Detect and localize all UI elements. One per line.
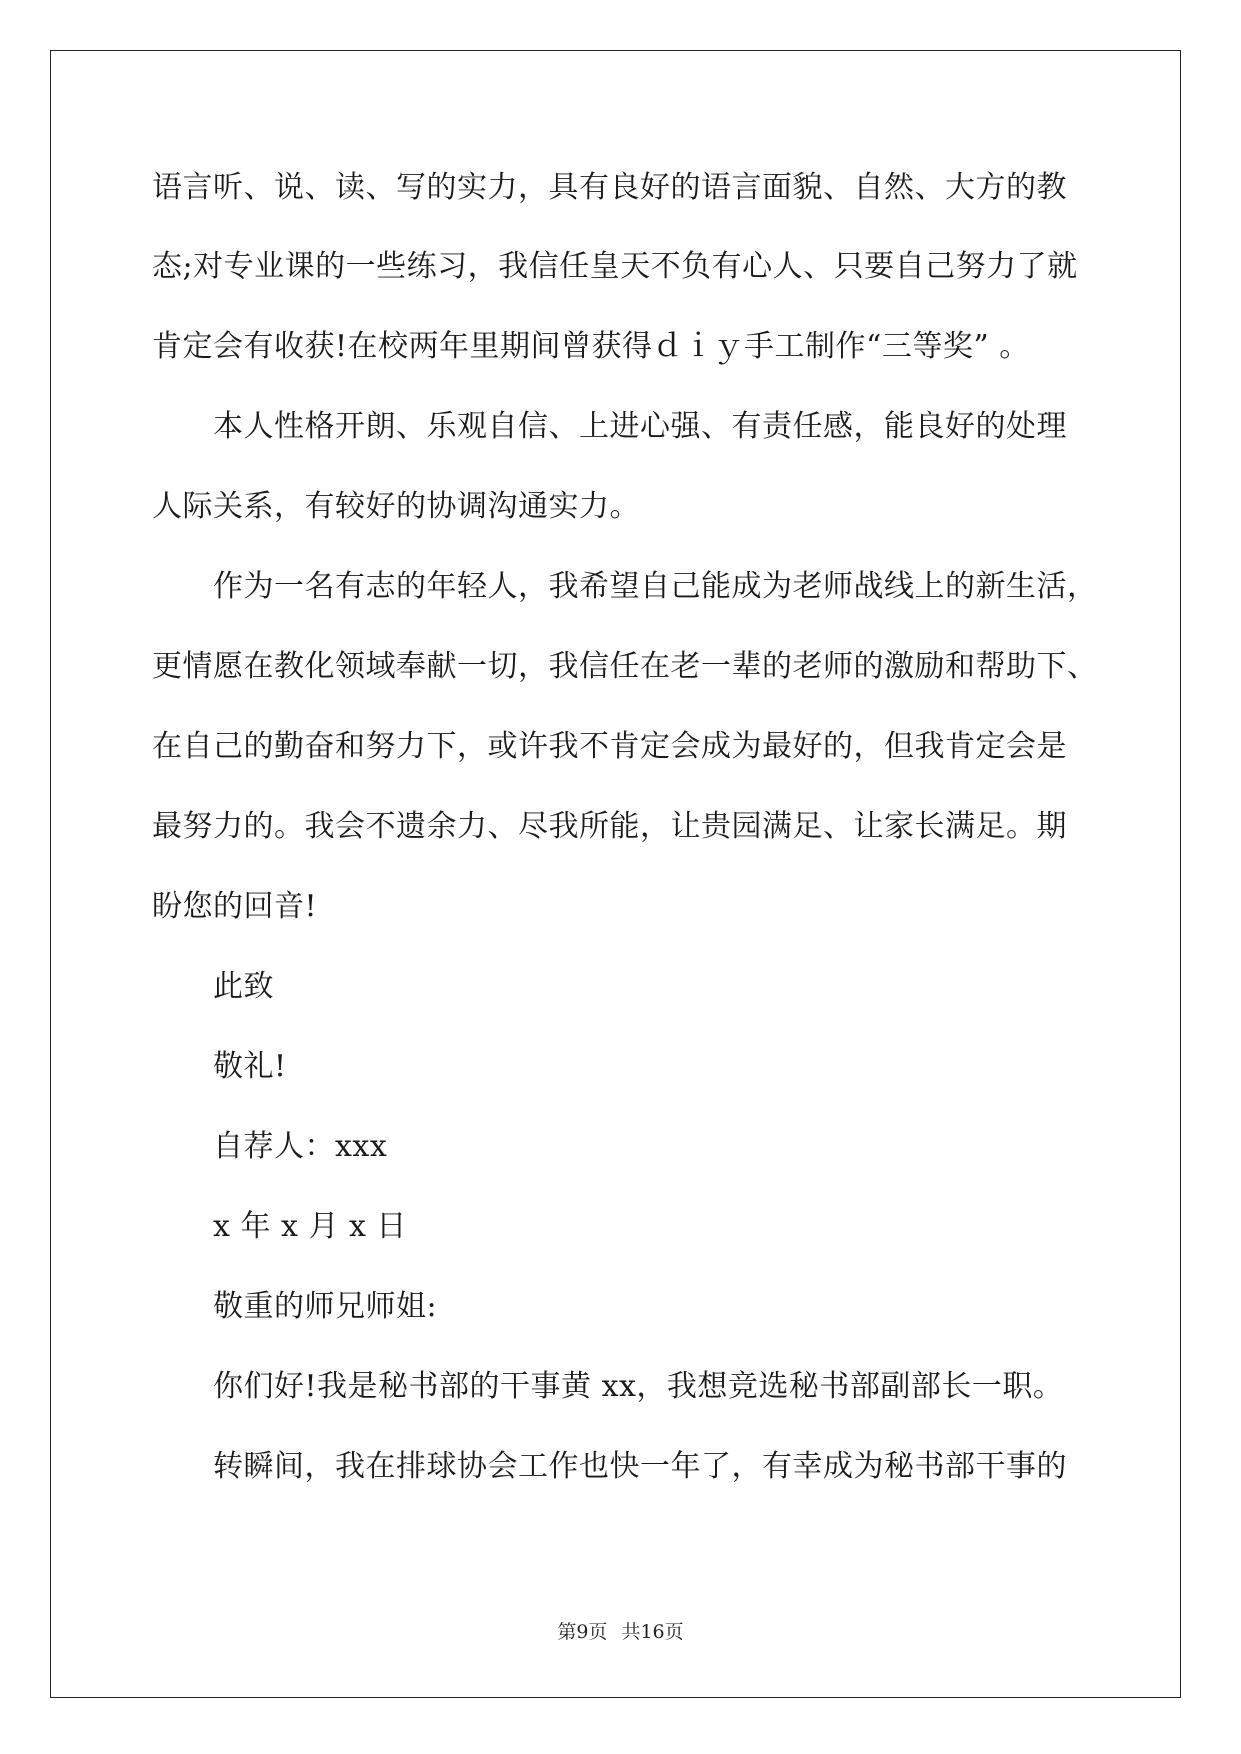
body-text-line: 你们好!我是秘书部的干事黄 xx，我想竞选秘书部副部长一职。 <box>213 1369 1064 1404</box>
body-text-line: 人际关系，有较好的协调沟通实力。 <box>152 489 640 524</box>
body-text-line: 更情愿在教化领域奉献一切，我信任在老一辈的老师的激励和帮助下、 <box>152 649 1098 684</box>
body-text-line: 本人性格开朗、乐观自信、上进心强、有责任感，能良好的处理 <box>213 409 1067 444</box>
body-text-line: 最努力的。我会不遗余力、尽我所能，让贵园满足、让家长满足。期 <box>152 809 1067 844</box>
body-text-line: 在自己的勤奋和努力下，或许我不肯定会成为最好的，但我肯定会是 <box>152 729 1067 764</box>
page-number: 第9页 <box>557 1621 608 1643</box>
closing-respect: 敬礼! <box>213 1049 287 1084</box>
letter-greeting: 敬重的师兄师姐: <box>213 1289 438 1324</box>
body-text-line: 肯定会有收获!在校两年里期间曾获得ｄｉｙ手工制作“三等奖” 。 <box>152 329 1030 364</box>
page-total: 共16页 <box>621 1621 684 1643</box>
body-text-line: 盼您的回音! <box>152 889 318 924</box>
signature-name: 自荐人：xxx <box>213 1129 388 1164</box>
closing-salutation: 此致 <box>213 969 274 1004</box>
body-text-line: 转瞬间，我在排球协会工作也快一年了，有幸成为秘书部干事的 <box>213 1449 1067 1484</box>
body-text-line: 作为一名有志的年轻人，我希望自己能成为老师战线上的新生活， <box>213 569 1098 604</box>
body-text-line: 态;对专业课的一些练习，我信任皇天不负有心人、只要自己努力了就 <box>152 249 1078 284</box>
body-text-line: 语言听、说、读、写的实力，具有良好的语言面貌、自然、大方的教 <box>152 170 1067 205</box>
signature-date: x 年 x 月 x 日 <box>213 1209 407 1244</box>
page-footer <box>0 1617 1241 1644</box>
